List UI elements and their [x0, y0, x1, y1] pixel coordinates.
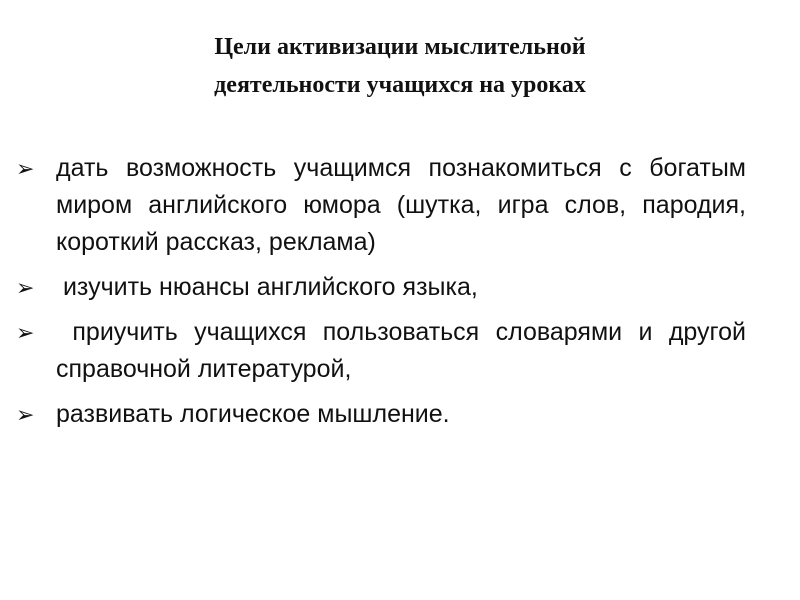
bullet-item [16, 314, 753, 388]
slide-title [60, 28, 740, 104]
arrow-bullet-icon: ➢ [16, 275, 35, 300]
bullet-list [16, 150, 753, 441]
arrow-bullet-icon: ➢ [16, 156, 35, 181]
arrow-bullet-icon: ➢ [16, 320, 35, 345]
slide-title-line-1: Цели активизации мыслительной [214, 34, 586, 60]
bullet-text: приучить учащихся пользоваться словарями и другой справочной литературой, [56, 318, 753, 383]
bullet-text: дать возможность учащимся познакомиться с богатым миром английского юмора (шутка, игра слов, пародия, короткий рассказ, реклама) [56, 154, 746, 256]
bullet-text: изучить нюансы английского языка, [56, 273, 478, 301]
bullet-item [16, 150, 746, 261]
bullet-item [16, 396, 746, 433]
arrow-bullet-icon: ➢ [16, 402, 35, 427]
bullet-item [16, 269, 746, 306]
bullet-text: развивать логическое мышление. [56, 400, 450, 428]
slide-title-line-2: деятельности учащихся на уроках [214, 72, 586, 98]
